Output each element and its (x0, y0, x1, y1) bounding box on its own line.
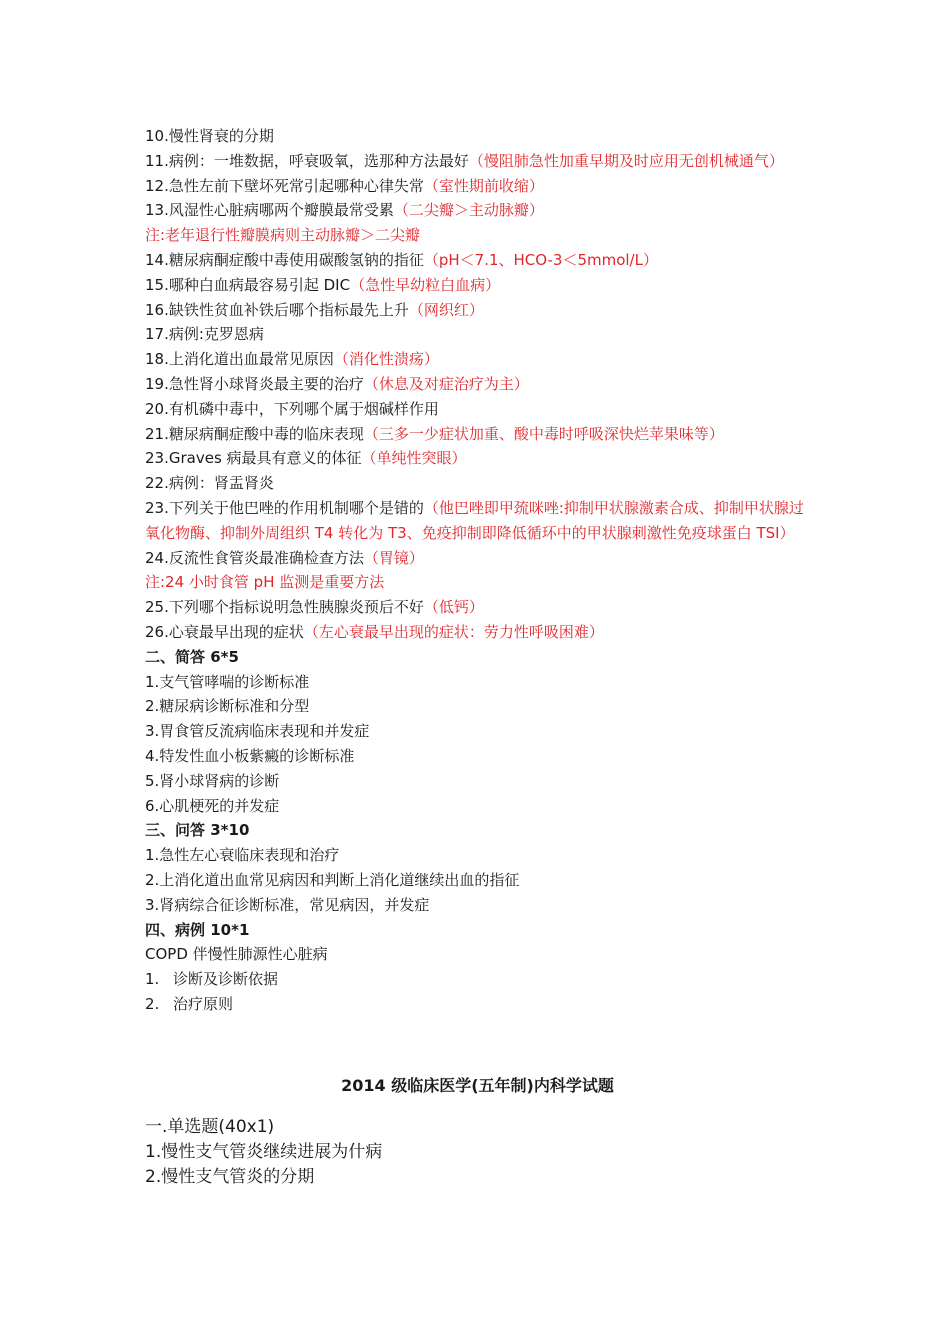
short-answer-item: 3.胃食管反流病临床表现和并发症 (145, 722, 370, 741)
short-answer-item: 6.心肌梗死的并发症 (145, 796, 280, 815)
short-answer-item: 1.支气管哮喘的诊断标准 (145, 672, 310, 691)
answer-26: （左心衰最早出现的症状：劳力性呼吸困难） (303, 622, 604, 641)
short-answer-item: 4.特发性血小板紫癜的诊断标准 (145, 746, 355, 765)
short-answer-item: 5.肾小球肾病的诊断 (145, 771, 280, 790)
answer-19: （休息及对症治疗为主） (363, 374, 529, 393)
short-answer-item: 2.糖尿病诊断标准和分型 (145, 697, 310, 716)
question-13: 13.风湿性心脏病哪两个瓣膜最常受累（二尖瓣＞主动脉瓣） (145, 201, 544, 220)
exam-title: 2014 级临床医学(五年制)内科学试题 (341, 1075, 614, 1095)
question-17: 17.病例:克罗恩病 (145, 325, 264, 344)
question-22: 22.病例：肾盂肾炎 (145, 474, 274, 493)
answer-21: （三多一少症状加重、酸中毒时呼吸深快烂苹果味等） (363, 424, 724, 443)
answer-25: （低钙） (423, 598, 484, 617)
question-11: 11.病例：一堆数据，呼衰吸氧，选那种方法最好（慢阻肺急性加重早期及时应用无创机械通气） (145, 151, 784, 170)
answer-23-graves: （单纯性突眼） (361, 449, 467, 468)
question-18: 18.上消化道出血最常见原因（消化性溃疡） (145, 350, 439, 369)
note-ph: 注:24 小时食管 pH 监测是重要方法 (145, 573, 385, 592)
question-10: 10.慢性肾衰的分期 (145, 127, 274, 145)
section-case-heading: 四、病例 10*1 (145, 920, 250, 939)
question-19: 19.急性肾小球肾炎最主要的治疗（休息及对症治疗为主） (145, 374, 529, 393)
exam-section-heading: 一.单选题(40x1) (145, 1116, 275, 1137)
question-20: 20.有机磷中毒中，下列哪个属于烟碱样作用 (145, 399, 439, 418)
answer-24: （胃镜） (363, 548, 424, 567)
question-24: 24.反流性食管炎最准确检查方法（胃镜） (145, 548, 424, 567)
question-25: 25.下列哪个指标说明急性胰腺炎预后不好（低钙） (145, 598, 484, 617)
exam-question: 2.慢性支气管炎的分期 (145, 1166, 315, 1187)
section-essay-heading: 三、问答 3*10 (145, 821, 250, 840)
section-short-answer-heading: 二、简答 6*5 (145, 647, 239, 666)
note-valve: 注:老年退行性瓣膜病则主动脉瓣＞二尖瓣 (145, 226, 421, 245)
question-14: 14.糖尿病酮症酸中毒使用碳酸氢钠的指征（pH＜7.1、HCO-3＜5mmol/L） (145, 250, 658, 269)
question-23-tapazole: 23.下列关于他巴唑的作用机制哪个是错的（他巴唑即甲巯咪唑:抑制甲状腺激素合成、抑制甲状腺过氧化物酶、抑制外周组织 T4 转化为 T3、免疫抑制即降低循环中的甲状腺刺激性免疫球蛋白 TSI） (145, 498, 804, 542)
case-item: 1. 诊断及诊断依据 (145, 970, 279, 989)
question-15: 15.哪种白血病最容易引起 DIC（急性早幼粒白血病） (145, 275, 501, 294)
exam-question: 1.慢性支气管炎继续进展为什病 (145, 1141, 383, 1162)
question-12: 12.急性左前下壁坏死常引起哪种心律失常（室性期前收缩） (145, 176, 544, 195)
answer-14: （pH＜7.1、HCO-3＜5mmol/L） (423, 250, 658, 269)
answer-12: （室性期前收缩） (423, 176, 544, 195)
essay-item: 2.上消化道出血常见病因和判断上消化道继续出血的指征 (145, 870, 520, 889)
question-26: 26.心衰最早出现的症状（左心衰最早出现的症状：劳力性呼吸困难） (145, 622, 604, 641)
case-item: 2. 治疗原则 (145, 994, 234, 1013)
answer-23-tapazole: （他巴唑即甲巯咪唑:抑制甲状腺激素合成、抑制甲状腺过氧化物酶、抑制外周组织 T4 转化为 T3、免疫抑制即降低循环中的甲状腺刺激性免疫球蛋白 TSI） (145, 498, 804, 542)
case-title: COPD 伴慢性肺源性心脏病 (145, 945, 328, 964)
answer-11: （慢阻肺急性加重早期及时应用无创机械通气） (468, 151, 784, 170)
answer-18: （消化性溃疡） (333, 350, 439, 369)
spacer (145, 1017, 810, 1065)
answer-13: （二尖瓣＞主动脉瓣） (393, 201, 544, 220)
answer-16: （网织红） (408, 300, 484, 319)
document-page (145, 124, 810, 1190)
essay-item: 1.急性左心衰临床表现和治疗 (145, 846, 340, 865)
question-23-graves: 23.Graves 病最具有意义的体征（单纯性突眼） (145, 449, 467, 468)
essay-item: 3.肾病综合征诊断标准，常见病因，并发症 (145, 895, 430, 914)
answer-15: （急性早幼粒白血病） (350, 275, 501, 294)
question-16: 16.缺铁性贫血补铁后哪个指标最先上升（网织红） (145, 300, 484, 319)
question-21: 21.糖尿病酮症酸中毒的临床表现（三多一少症状加重、酸中毒时呼吸深快烂苹果味等） (145, 424, 724, 443)
